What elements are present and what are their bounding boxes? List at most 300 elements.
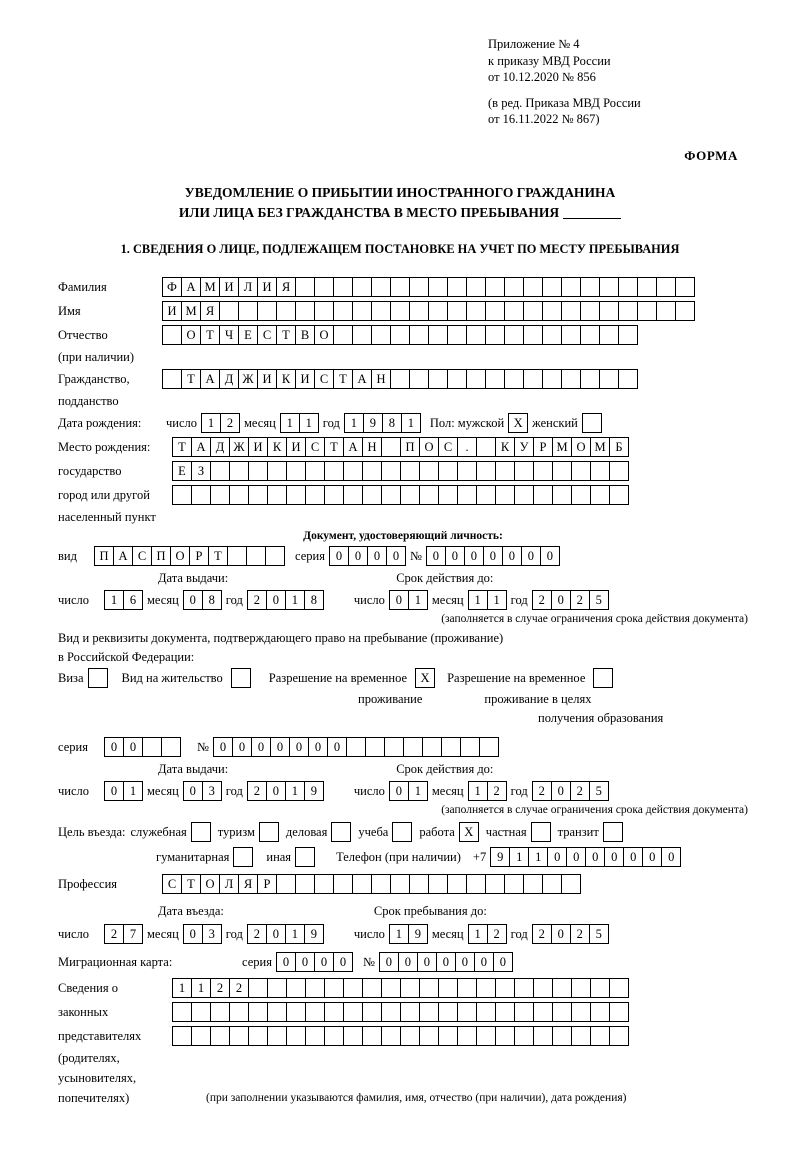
- cell[interactable]: [400, 1002, 420, 1022]
- cell[interactable]: [457, 1026, 477, 1046]
- birth-year-input[interactable]: [344, 413, 421, 433]
- cell[interactable]: [246, 546, 266, 566]
- cell[interactable]: [248, 461, 268, 481]
- cell[interactable]: [210, 1002, 230, 1022]
- cell[interactable]: 2: [247, 590, 267, 610]
- cell[interactable]: 9: [304, 781, 324, 801]
- cell[interactable]: [466, 325, 486, 345]
- issue-day-input[interactable]: [104, 590, 143, 610]
- cell[interactable]: [295, 874, 315, 894]
- entry-year-input[interactable]: [247, 924, 324, 944]
- cell[interactable]: [656, 301, 676, 321]
- cell[interactable]: К: [267, 437, 287, 457]
- doc-type-input[interactable]: [94, 546, 285, 566]
- cell[interactable]: П: [94, 546, 114, 566]
- cell[interactable]: 0: [386, 546, 406, 566]
- cell[interactable]: [400, 461, 420, 481]
- cell[interactable]: 0: [445, 546, 465, 566]
- cell[interactable]: [409, 874, 429, 894]
- stay-until-month-input[interactable]: [468, 924, 507, 944]
- cell[interactable]: [419, 1026, 439, 1046]
- cell[interactable]: [248, 1002, 268, 1022]
- cell[interactable]: [438, 485, 458, 505]
- cell[interactable]: 2: [220, 413, 240, 433]
- cell[interactable]: 1: [201, 413, 221, 433]
- stay-issue-year-input[interactable]: [247, 781, 324, 801]
- cell[interactable]: [590, 978, 610, 998]
- cell[interactable]: [504, 874, 524, 894]
- residence-permit-checkbox[interactable]: [231, 668, 251, 688]
- sex-female-checkbox[interactable]: [582, 413, 602, 433]
- cell[interactable]: [428, 277, 448, 297]
- cell[interactable]: 0: [474, 952, 494, 972]
- cell[interactable]: [466, 874, 486, 894]
- cell[interactable]: [257, 301, 277, 321]
- cell[interactable]: С: [305, 437, 325, 457]
- cell[interactable]: [447, 325, 467, 345]
- cell[interactable]: 0: [623, 847, 643, 867]
- cell[interactable]: [286, 1026, 306, 1046]
- cell[interactable]: Л: [238, 277, 258, 297]
- cell[interactable]: 0: [398, 952, 418, 972]
- cell[interactable]: 2: [247, 924, 267, 944]
- cell[interactable]: [362, 978, 382, 998]
- cell[interactable]: [675, 301, 695, 321]
- cell[interactable]: 0: [417, 952, 437, 972]
- cell[interactable]: [504, 301, 524, 321]
- cell[interactable]: 0: [213, 737, 233, 757]
- cell[interactable]: [352, 301, 372, 321]
- patronymic-input[interactable]: [162, 325, 638, 345]
- cell[interactable]: [381, 461, 401, 481]
- cell[interactable]: [675, 277, 695, 297]
- cell[interactable]: 0: [604, 847, 624, 867]
- birth-place-line-2[interactable]: [172, 461, 629, 481]
- cell[interactable]: [618, 325, 638, 345]
- cell[interactable]: [495, 1002, 515, 1022]
- cell[interactable]: 0: [295, 952, 315, 972]
- cell[interactable]: [362, 1002, 382, 1022]
- cell[interactable]: [267, 485, 287, 505]
- cell[interactable]: Р: [533, 437, 553, 457]
- cell[interactable]: [248, 978, 268, 998]
- cell[interactable]: [552, 978, 572, 998]
- cell[interactable]: 2: [104, 924, 124, 944]
- cell[interactable]: [599, 277, 619, 297]
- cell[interactable]: [514, 1026, 534, 1046]
- cell[interactable]: 2: [532, 924, 552, 944]
- cell[interactable]: [390, 874, 410, 894]
- cell[interactable]: [162, 369, 182, 389]
- cell[interactable]: [267, 1026, 287, 1046]
- cell[interactable]: 0: [276, 952, 296, 972]
- cell[interactable]: [542, 325, 562, 345]
- cell[interactable]: 5: [589, 924, 609, 944]
- cell[interactable]: [618, 277, 638, 297]
- cell[interactable]: О: [571, 437, 591, 457]
- cell[interactable]: С: [162, 874, 182, 894]
- purpose-checkbox-chastnaya[interactable]: [531, 822, 551, 842]
- cell[interactable]: 2: [487, 781, 507, 801]
- cell[interactable]: Ж: [238, 369, 258, 389]
- cell[interactable]: Т: [276, 325, 296, 345]
- cell[interactable]: 0: [266, 590, 286, 610]
- cell[interactable]: 2: [570, 781, 590, 801]
- cell[interactable]: [552, 1026, 572, 1046]
- cell[interactable]: 1: [528, 847, 548, 867]
- cell[interactable]: 0: [333, 952, 353, 972]
- cell[interactable]: [324, 485, 344, 505]
- cell[interactable]: 1: [123, 781, 143, 801]
- cell[interactable]: [390, 369, 410, 389]
- cell[interactable]: 0: [270, 737, 290, 757]
- cell[interactable]: [295, 301, 315, 321]
- cell[interactable]: [609, 1002, 629, 1022]
- cell[interactable]: [466, 369, 486, 389]
- cell[interactable]: [371, 874, 391, 894]
- cell[interactable]: [523, 301, 543, 321]
- cell[interactable]: 0: [367, 546, 387, 566]
- cell[interactable]: А: [181, 277, 201, 297]
- cell[interactable]: [447, 369, 467, 389]
- cell[interactable]: 1: [468, 924, 488, 944]
- cell[interactable]: [419, 978, 439, 998]
- valid-month-input[interactable]: [468, 590, 507, 610]
- cell[interactable]: [362, 485, 382, 505]
- cell[interactable]: 0: [585, 847, 605, 867]
- cell[interactable]: [172, 1026, 192, 1046]
- cell[interactable]: [267, 978, 287, 998]
- cell[interactable]: [485, 325, 505, 345]
- stay-until-day-input[interactable]: [389, 924, 428, 944]
- cell[interactable]: [542, 874, 562, 894]
- cell[interactable]: [447, 277, 467, 297]
- cell[interactable]: [191, 485, 211, 505]
- cell[interactable]: [419, 1002, 439, 1022]
- cell[interactable]: П: [151, 546, 171, 566]
- cell[interactable]: [523, 277, 543, 297]
- cell[interactable]: 0: [123, 737, 143, 757]
- cell[interactable]: [403, 737, 423, 757]
- surname-input[interactable]: [162, 277, 695, 297]
- cell[interactable]: 1: [401, 413, 421, 433]
- cell[interactable]: 1: [344, 413, 364, 433]
- cell[interactable]: А: [352, 369, 372, 389]
- cell[interactable]: [479, 737, 499, 757]
- birth-place-line-3[interactable]: [172, 485, 629, 505]
- cell[interactable]: [314, 874, 334, 894]
- cell[interactable]: 2: [532, 590, 552, 610]
- cell[interactable]: 8: [382, 413, 402, 433]
- cell[interactable]: [352, 277, 372, 297]
- cell[interactable]: Б: [609, 437, 629, 457]
- cell[interactable]: [495, 1026, 515, 1046]
- cell[interactable]: 1: [487, 590, 507, 610]
- purpose-checkbox-inaya[interactable]: [295, 847, 315, 867]
- cell[interactable]: [514, 1002, 534, 1022]
- cell[interactable]: О: [170, 546, 190, 566]
- cell[interactable]: [561, 301, 581, 321]
- stay-issue-month-input[interactable]: [183, 781, 222, 801]
- cell[interactable]: [286, 485, 306, 505]
- cell[interactable]: [229, 485, 249, 505]
- cell[interactable]: 1: [104, 590, 124, 610]
- cell[interactable]: М: [590, 437, 610, 457]
- cell[interactable]: [571, 461, 591, 481]
- cell[interactable]: [476, 1002, 496, 1022]
- cell[interactable]: Т: [324, 437, 344, 457]
- issue-year-input[interactable]: [247, 590, 324, 610]
- cell[interactable]: [305, 485, 325, 505]
- cell[interactable]: 0: [104, 737, 124, 757]
- cell[interactable]: 0: [389, 781, 409, 801]
- cell[interactable]: 0: [642, 847, 662, 867]
- purpose-checkbox-ucheba[interactable]: [392, 822, 412, 842]
- cell[interactable]: [457, 461, 477, 481]
- cell[interactable]: [390, 325, 410, 345]
- cell[interactable]: [324, 978, 344, 998]
- cell[interactable]: 2: [570, 924, 590, 944]
- cell[interactable]: Т: [172, 437, 192, 457]
- cell[interactable]: [191, 1026, 211, 1046]
- cell[interactable]: М: [200, 277, 220, 297]
- cell[interactable]: [533, 1026, 553, 1046]
- cell[interactable]: 1: [468, 781, 488, 801]
- birth-place-line-1[interactable]: [172, 437, 629, 457]
- purpose-checkbox-rabota[interactable]: X: [459, 822, 479, 842]
- cell[interactable]: [485, 874, 505, 894]
- cell[interactable]: [552, 485, 572, 505]
- cell[interactable]: [571, 485, 591, 505]
- cell[interactable]: 3: [202, 781, 222, 801]
- cell[interactable]: 9: [490, 847, 510, 867]
- cell[interactable]: [362, 461, 382, 481]
- cell[interactable]: 2: [487, 924, 507, 944]
- cell[interactable]: [305, 461, 325, 481]
- legal-reps-line-1[interactable]: [172, 978, 629, 998]
- cell[interactable]: 0: [464, 546, 484, 566]
- cell[interactable]: [552, 461, 572, 481]
- cell[interactable]: 0: [329, 546, 349, 566]
- cell[interactable]: [571, 1002, 591, 1022]
- cell[interactable]: 0: [348, 546, 368, 566]
- valid-year-input[interactable]: [532, 590, 609, 610]
- cell[interactable]: [533, 978, 553, 998]
- cell[interactable]: З: [191, 461, 211, 481]
- cell[interactable]: [295, 277, 315, 297]
- cell[interactable]: [609, 978, 629, 998]
- entry-day-input[interactable]: [104, 924, 143, 944]
- cell[interactable]: [580, 301, 600, 321]
- birth-day-input[interactable]: [201, 413, 240, 433]
- cell[interactable]: [343, 978, 363, 998]
- temp-residence-checkbox[interactable]: X: [415, 668, 435, 688]
- cell[interactable]: [542, 369, 562, 389]
- cell[interactable]: 0: [183, 781, 203, 801]
- cell[interactable]: 1: [509, 847, 529, 867]
- cell[interactable]: [362, 1026, 382, 1046]
- cell[interactable]: 0: [551, 781, 571, 801]
- cell[interactable]: И: [257, 277, 277, 297]
- cell[interactable]: [466, 301, 486, 321]
- cell[interactable]: 0: [661, 847, 681, 867]
- purpose-checkbox-tranzit[interactable]: [603, 822, 623, 842]
- cell[interactable]: К: [276, 369, 296, 389]
- cell[interactable]: Д: [210, 437, 230, 457]
- cell[interactable]: [419, 461, 439, 481]
- cell[interactable]: И: [295, 369, 315, 389]
- cell[interactable]: [248, 485, 268, 505]
- cell[interactable]: Е: [238, 325, 258, 345]
- cell[interactable]: 0: [251, 737, 271, 757]
- cell[interactable]: [352, 874, 372, 894]
- cell[interactable]: [422, 737, 442, 757]
- cell[interactable]: [561, 325, 581, 345]
- cell[interactable]: [447, 301, 467, 321]
- cell[interactable]: [400, 1026, 420, 1046]
- purpose-checkbox-gumanitarnaya[interactable]: [233, 847, 253, 867]
- cell[interactable]: [267, 1002, 287, 1022]
- cell[interactable]: [504, 325, 524, 345]
- cell[interactable]: 0: [266, 924, 286, 944]
- cell[interactable]: [390, 301, 410, 321]
- cell[interactable]: [343, 1002, 363, 1022]
- cell[interactable]: [485, 369, 505, 389]
- cell[interactable]: [265, 546, 285, 566]
- cell[interactable]: [514, 485, 534, 505]
- cell[interactable]: [229, 461, 249, 481]
- cell[interactable]: [276, 874, 296, 894]
- cell[interactable]: 0: [521, 546, 541, 566]
- cell[interactable]: 0: [551, 924, 571, 944]
- cell[interactable]: [457, 485, 477, 505]
- cell[interactable]: 6: [123, 590, 143, 610]
- cell[interactable]: О: [419, 437, 439, 457]
- cell[interactable]: [609, 461, 629, 481]
- cell[interactable]: [504, 277, 524, 297]
- cell[interactable]: 0: [183, 590, 203, 610]
- cell[interactable]: 8: [202, 590, 222, 610]
- cell[interactable]: [324, 461, 344, 481]
- cell[interactable]: 9: [304, 924, 324, 944]
- cell[interactable]: [466, 277, 486, 297]
- migration-number-input[interactable]: [379, 952, 513, 972]
- cell[interactable]: И: [286, 437, 306, 457]
- cell[interactable]: 0: [232, 737, 252, 757]
- cell[interactable]: 1: [285, 924, 305, 944]
- cell[interactable]: 1: [285, 781, 305, 801]
- cell[interactable]: [495, 978, 515, 998]
- cell[interactable]: 0: [389, 590, 409, 610]
- cell[interactable]: [656, 277, 676, 297]
- cell[interactable]: [333, 301, 353, 321]
- cell[interactable]: [305, 1002, 325, 1022]
- doc-number-input[interactable]: [426, 546, 560, 566]
- cell[interactable]: [210, 461, 230, 481]
- cell[interactable]: 5: [589, 781, 609, 801]
- cell[interactable]: [381, 437, 401, 457]
- cell[interactable]: У: [514, 437, 534, 457]
- cell[interactable]: [248, 1026, 268, 1046]
- stay-issue-day-input[interactable]: [104, 781, 143, 801]
- cell[interactable]: А: [343, 437, 363, 457]
- cell[interactable]: 0: [502, 546, 522, 566]
- cell[interactable]: [400, 485, 420, 505]
- cell[interactable]: [371, 301, 391, 321]
- cell[interactable]: 0: [183, 924, 203, 944]
- birth-month-input[interactable]: [280, 413, 319, 433]
- cell[interactable]: 9: [363, 413, 383, 433]
- cell[interactable]: [428, 369, 448, 389]
- migration-series-input[interactable]: [276, 952, 353, 972]
- cell[interactable]: [390, 277, 410, 297]
- stay-valid-month-input[interactable]: [468, 781, 507, 801]
- cell[interactable]: [580, 277, 600, 297]
- cell[interactable]: [210, 1026, 230, 1046]
- cell[interactable]: Л: [219, 874, 239, 894]
- cell[interactable]: Р: [257, 874, 277, 894]
- cell[interactable]: [172, 485, 192, 505]
- cell[interactable]: О: [314, 325, 334, 345]
- cell[interactable]: [419, 485, 439, 505]
- issue-month-input[interactable]: [183, 590, 222, 610]
- cell[interactable]: А: [113, 546, 133, 566]
- cell[interactable]: [161, 737, 181, 757]
- cell[interactable]: [485, 277, 505, 297]
- cell[interactable]: [542, 277, 562, 297]
- cell[interactable]: 0: [455, 952, 475, 972]
- cell[interactable]: [381, 978, 401, 998]
- cell[interactable]: 0: [493, 952, 513, 972]
- purpose-checkbox-turizm[interactable]: [259, 822, 279, 842]
- cell[interactable]: [476, 1026, 496, 1046]
- cell[interactable]: [542, 301, 562, 321]
- cell[interactable]: 1: [408, 781, 428, 801]
- stay-series-input[interactable]: [104, 737, 181, 757]
- cell[interactable]: 2: [247, 781, 267, 801]
- cell[interactable]: [324, 1026, 344, 1046]
- cell[interactable]: С: [314, 369, 334, 389]
- cell[interactable]: [371, 277, 391, 297]
- cell[interactable]: [267, 461, 287, 481]
- cell[interactable]: [314, 277, 334, 297]
- cell[interactable]: [409, 369, 429, 389]
- cell[interactable]: [438, 461, 458, 481]
- cell[interactable]: 1: [280, 413, 300, 433]
- cell[interactable]: Я: [238, 874, 258, 894]
- cell[interactable]: Ч: [219, 325, 239, 345]
- cell[interactable]: [381, 1026, 401, 1046]
- cell[interactable]: С: [438, 437, 458, 457]
- cell[interactable]: 0: [566, 847, 586, 867]
- cell[interactable]: [343, 485, 363, 505]
- cell[interactable]: [495, 461, 515, 481]
- cell[interactable]: [599, 301, 619, 321]
- cell[interactable]: 5: [589, 590, 609, 610]
- cell[interactable]: [428, 325, 448, 345]
- cell[interactable]: [599, 325, 619, 345]
- cell[interactable]: 2: [229, 978, 249, 998]
- cell[interactable]: [609, 1026, 629, 1046]
- cell[interactable]: 1: [408, 590, 428, 610]
- cell[interactable]: М: [552, 437, 572, 457]
- cell[interactable]: [533, 485, 553, 505]
- cell[interactable]: [238, 301, 258, 321]
- cell[interactable]: [561, 874, 581, 894]
- cell[interactable]: [561, 277, 581, 297]
- cell[interactable]: [571, 1026, 591, 1046]
- cell[interactable]: [384, 737, 404, 757]
